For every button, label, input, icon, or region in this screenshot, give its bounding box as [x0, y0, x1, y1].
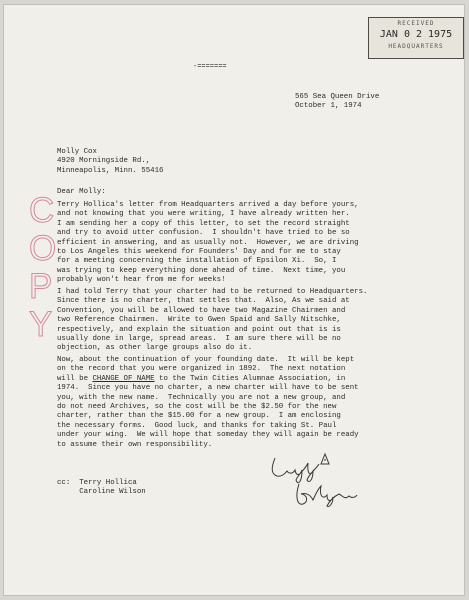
text-line: you, with the new name. Technically you are not a new group, and — [57, 393, 346, 402]
letter-page — [3, 4, 465, 596]
stamp-received-label: RECEIVED — [397, 20, 435, 27]
letter-date: October 1, 1974 — [295, 102, 362, 111]
text-line: Now, about the continuation of your founding date. It will be kept — [57, 356, 355, 364]
text-line: Terry Hollica's letter from Headquarters arrived a day before yours, — [57, 201, 359, 209]
paragraph-2 — [57, 288, 367, 354]
text-line: 1974. Since you have no charter, a new charter will have to be sent — [57, 384, 359, 393]
text-line: to Los Angeles this weekend for Founders' Day and for me to stay — [57, 248, 341, 257]
text-fragment: will be — [57, 374, 93, 383]
cc-recipient: Caroline Wilson — [79, 488, 146, 497]
text-line: objection, as other large groups also do it. — [57, 344, 253, 353]
paragraph-1 — [57, 201, 359, 286]
copy-letter: C — [29, 191, 55, 230]
recipient-name: Molly Cox — [57, 148, 97, 156]
sender-street: 565 Sea Queen Drive — [295, 93, 380, 101]
change-of-name-emphasis: CHANGE OF NAME — [92, 374, 155, 383]
recipient-city: Minneapolis, Minn. 55416 — [57, 166, 164, 175]
text-line: I had told Terry that your charter had to be returned to Headquarters. — [57, 288, 368, 296]
stamp-headquarters-label: HEADQUARTERS — [388, 43, 444, 50]
cc-line-1 — [57, 479, 146, 488]
text-line: the necessary forms. Good luck, and thanks for taking St. Paul — [57, 421, 337, 430]
recipient-street: 4920 Morningside Rd., — [57, 157, 151, 166]
text-line: and try to avoid utter confusion. I shouldn't have tried to be so — [57, 229, 350, 238]
text-line: was trying to keep everything done ahead of time. Next time, you — [57, 266, 346, 275]
header-dashes: -======= — [193, 63, 227, 71]
stamp-date: JAN 0 2 1975 — [379, 29, 453, 40]
text-line: Since there is no charter, that settles that. Also, As we said at — [57, 297, 350, 306]
text-line: do not need Archives, so the cost will be the $2.50 for the new — [57, 403, 337, 412]
text-line: for a meeting concerning the installation of Epsilon Xi. So, I — [57, 257, 337, 266]
handwritten-signature — [265, 450, 375, 510]
text-line: on the record that you were organized in 1892. The next notation — [57, 365, 346, 374]
salutation: Dear Molly: — [57, 188, 106, 196]
copy-watermark — [29, 191, 57, 344]
sender-address — [295, 93, 379, 112]
text-line: and not knowing that you were writing, I have already written her. — [57, 210, 350, 219]
recipient-address — [57, 148, 163, 176]
text-fragment: to the Twin Cities Alumnae Association, in — [154, 374, 346, 383]
text-line: usually done in large, spread areas. I am sure there will be no — [57, 335, 341, 344]
text-line: charter, rather than the $15.00 for a new group. I am enclosing — [57, 412, 341, 421]
text-line: under your wing. We will hope that someday they will again be ready — [57, 431, 359, 440]
copy-letter: O — [29, 229, 57, 268]
text-line: I am sending her a copy of this letter, to set the record straight — [57, 219, 350, 228]
text-line: to assume their own responsibility. — [57, 440, 213, 449]
received-stamp — [368, 17, 464, 59]
text-line: Convention, you will be allowed to have two Magazine Chairmen and — [57, 306, 346, 315]
text-line: probably won't hear from me for weeks! — [57, 276, 226, 285]
cc-label: cc: — [57, 479, 71, 487]
cc-list — [57, 479, 146, 498]
text-line: two Reference Chairmen. Write to Gwen Spaid and Sally Nitschke, — [57, 316, 341, 325]
cc-recipient: Terry Hollica — [79, 479, 137, 487]
paragraph-3 — [57, 356, 359, 450]
text-line: respectively, and explain the situation and point out that is is — [57, 325, 341, 334]
cc-line-2 — [57, 488, 146, 497]
text-line: efficient in answering, and as usually not. However, we are driving — [57, 238, 359, 247]
copy-letter: Y — [29, 305, 53, 344]
text-line — [57, 375, 359, 384]
copy-letter: P — [29, 267, 53, 306]
